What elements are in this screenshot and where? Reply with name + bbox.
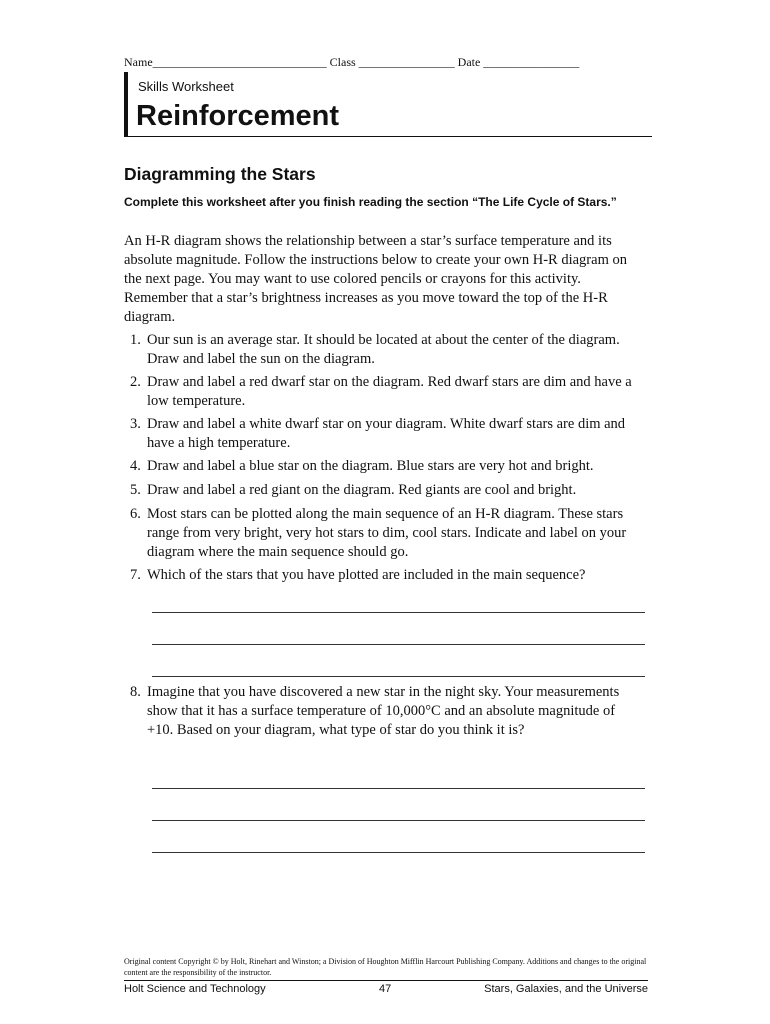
page-number: 47	[379, 983, 392, 995]
question-text: Imagine that you have discovered a new star in the night sky. Your measurements show that it has a surface temperature of 10,000°C and an absolute magnitude of +10. Based on your diagram, what type of star do you think it is?	[147, 684, 620, 738]
question-number: 6.	[130, 506, 141, 522]
question-text: Most stars can be plotted along the main sequence of an H-R diagram. These stars range from very bright, very hot stars to dim, cool stars. Indicate and label on your diagram where the main sequence should go.	[147, 506, 627, 560]
answer-line[interactable]	[152, 644, 645, 645]
question-number: 5.	[130, 482, 141, 498]
question-item-2	[130, 373, 644, 411]
worksheet-type-label: Skills Worksheet	[138, 79, 234, 94]
question-number: 2.	[130, 374, 141, 390]
question-text: Draw and label a blue star on the diagram. Blue stars are very hot and bright.	[147, 458, 594, 474]
question-text: Draw and label a red dwarf star on the diagram. Red dwarf stars are dim and have a low temperature.	[147, 374, 632, 409]
footer-divider	[124, 980, 648, 981]
question-number: 3.	[130, 416, 141, 432]
intro-paragraph: An H-R diagram shows the relationship between a star’s surface temperature and its absolute magnitude. Follow the instructions below to create your own H-R diagram on the next page. You may want to use colored pencils or crayons for this activity. Remember that a star’s brightness increases as you move toward the top of the H-R diagram.	[124, 233, 627, 325]
answer-line[interactable]	[152, 820, 645, 821]
question-number: 4.	[130, 458, 141, 474]
footer-unit-title: Stars, Galaxies, and the Universe	[484, 983, 648, 995]
question-text: Draw and label a red giant on the diagram. Red giants are cool and bright.	[147, 482, 577, 498]
footer-book-title: Holt Science and Technology	[124, 983, 266, 995]
question-text: Which of the stars that you have plotted are included in the main sequence?	[147, 567, 586, 583]
question-item-7	[130, 566, 644, 585]
question-item-3	[130, 415, 644, 453]
question-text: Our sun is an average star. It should be located at about the center of the diagram. Draw and label the sun on the diagram.	[147, 332, 620, 367]
question-number: 1.	[130, 332, 141, 348]
worksheet-header	[124, 72, 652, 137]
question-item-1	[130, 331, 644, 369]
worksheet-title: Reinforcement	[136, 100, 340, 132]
question-item-4	[130, 457, 644, 476]
question-text: Draw and label a white dwarf star on your diagram. White dwarf stars are dim and have a high temperature.	[147, 416, 626, 451]
answer-line[interactable]	[152, 676, 645, 677]
question-item-8	[130, 683, 644, 740]
answer-line[interactable]	[152, 852, 645, 853]
section-title: Diagramming the Stars	[124, 164, 316, 184]
question-number: 8.	[130, 684, 141, 700]
copyright-notice: Original content Copyright © by Holt, Rinehart and Winston; a Division of Houghton Mifflin Harcourt Publishing Company. Additions and changes to the original content are the responsibility of the instructor.	[124, 957, 647, 977]
question-number: 7.	[130, 567, 141, 583]
question-item-5	[130, 481, 644, 500]
page-footer	[124, 983, 648, 997]
instructions: Complete this worksheet after you finish reading the section “The Life Cycle of Stars.”	[124, 195, 617, 209]
question-item-6	[130, 505, 644, 562]
name-class-date-line: Name_____________________________ Class ________________ Date ________________	[124, 55, 580, 69]
answer-line[interactable]	[152, 612, 645, 613]
answer-line[interactable]	[152, 788, 645, 789]
